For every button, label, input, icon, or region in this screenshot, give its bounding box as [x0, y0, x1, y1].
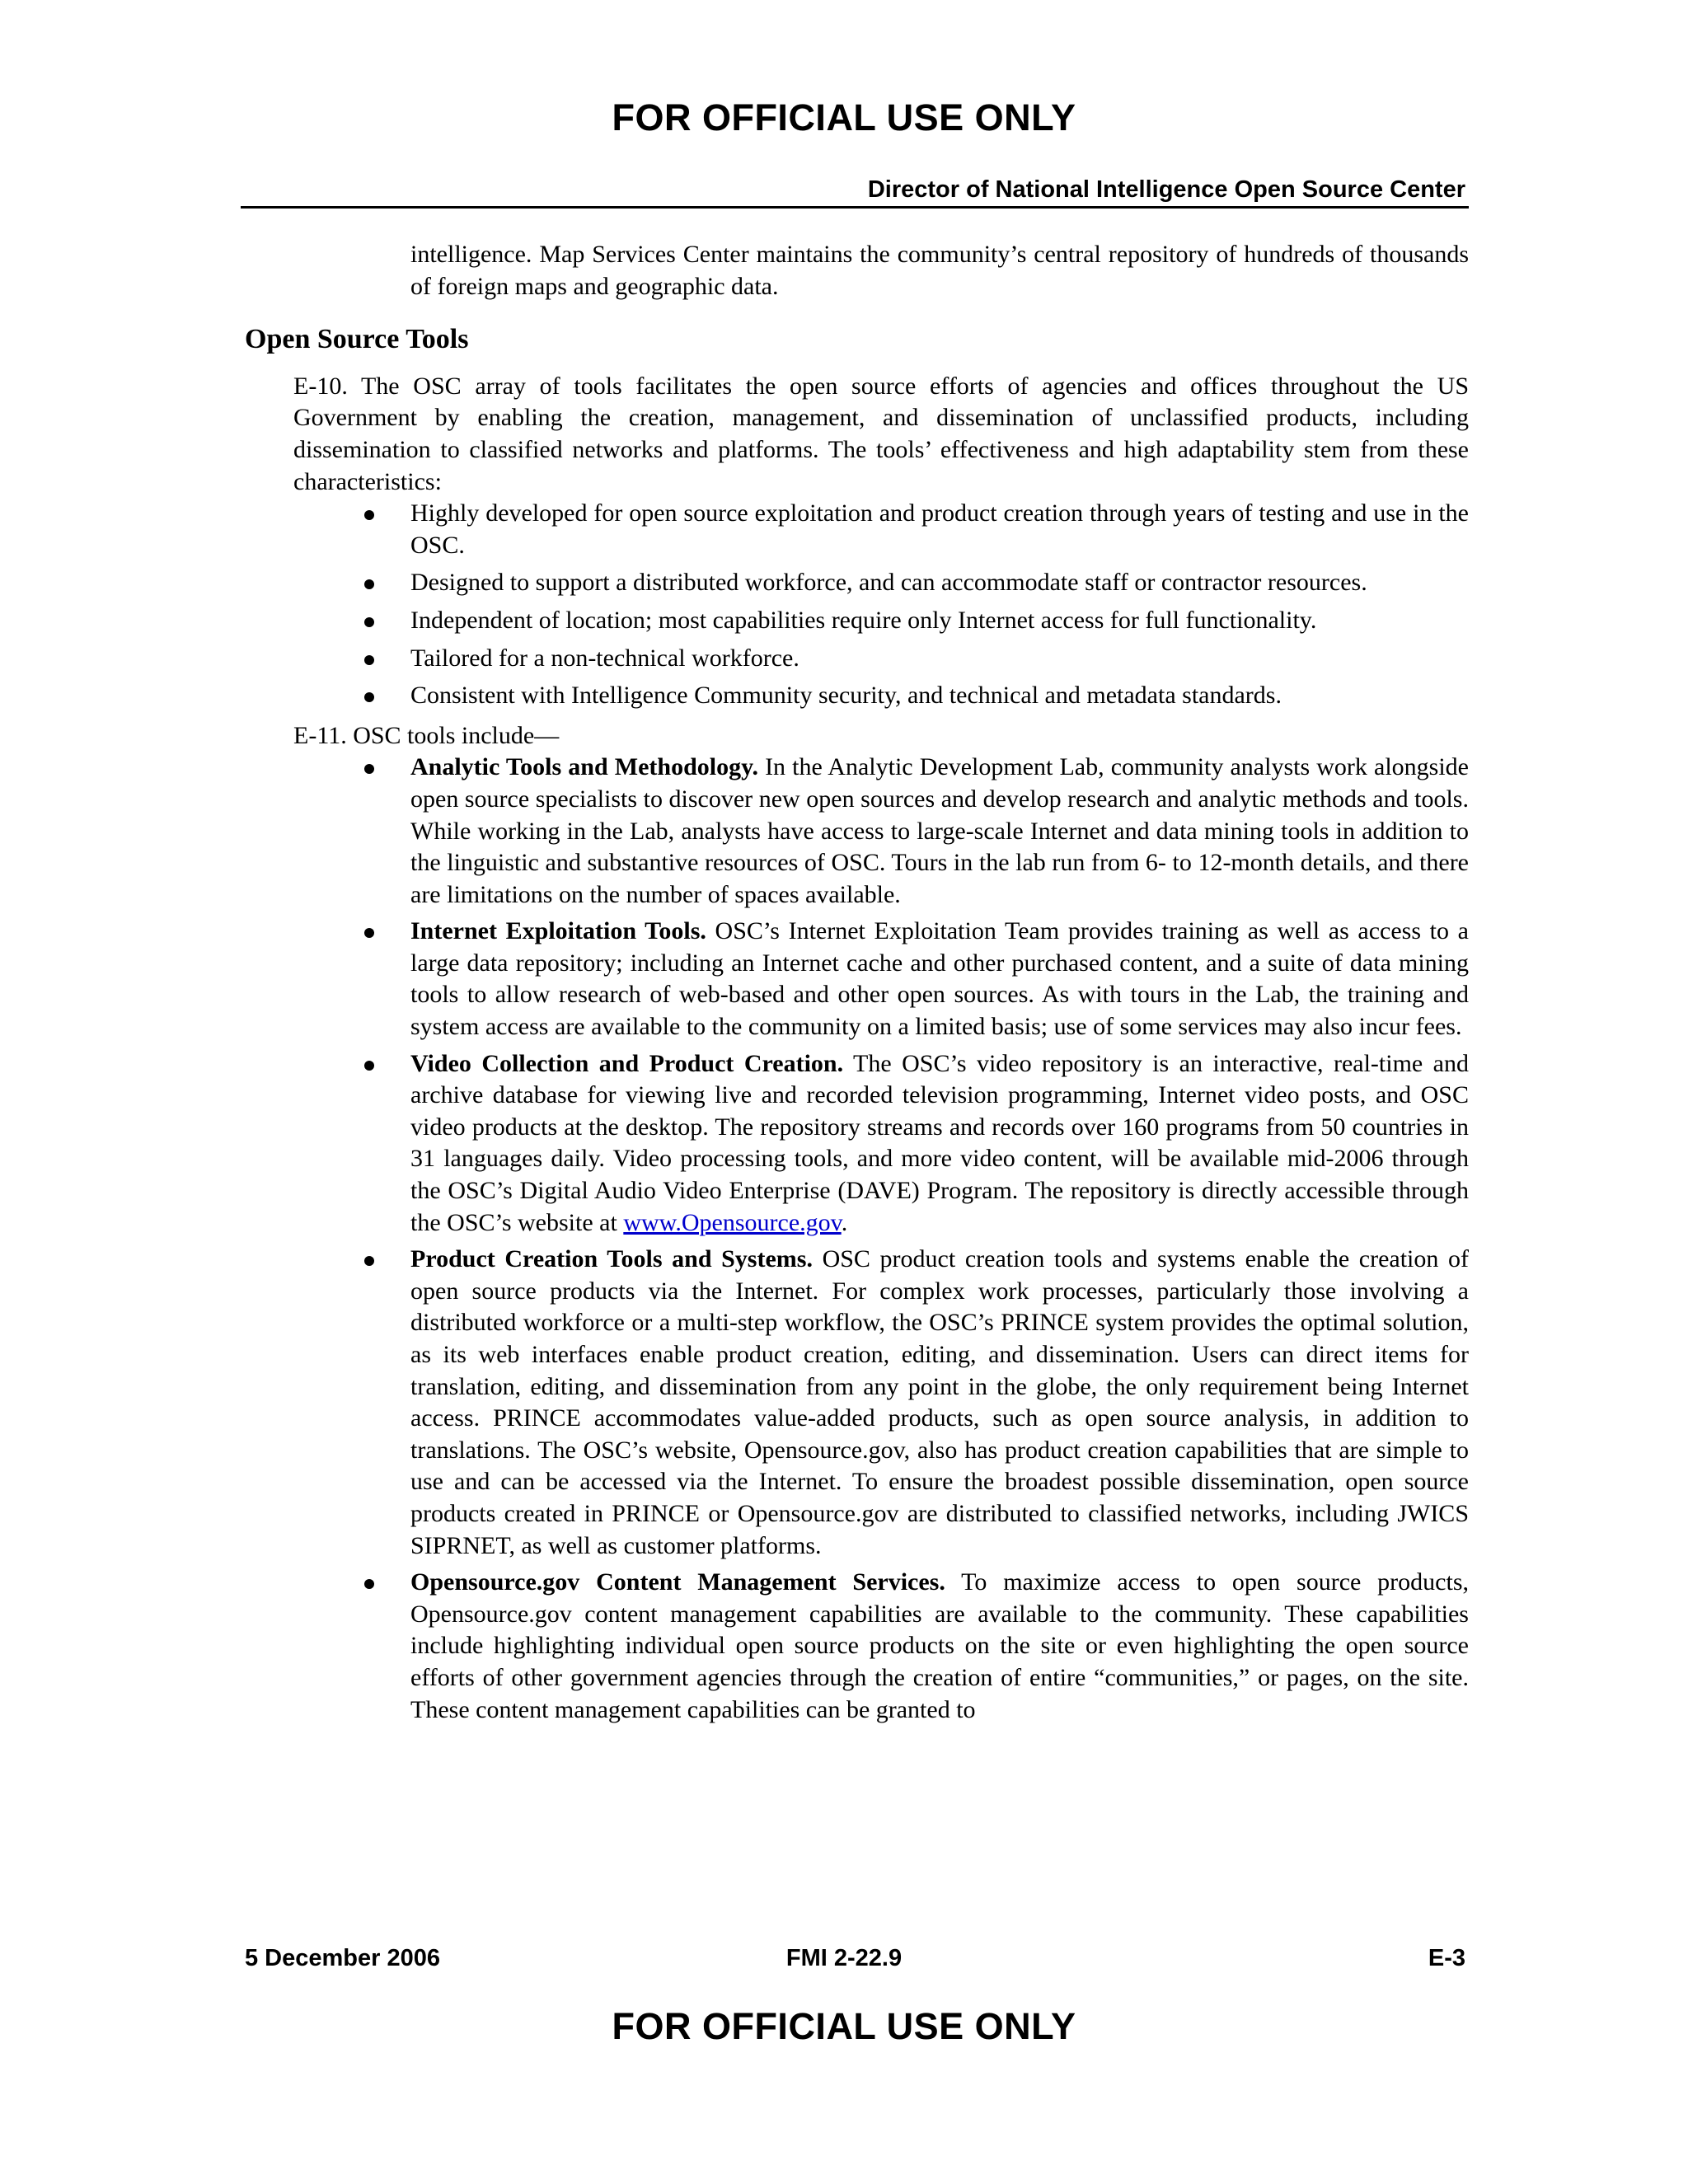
- bullet-icon: [364, 928, 374, 938]
- bullet-icon: [364, 764, 374, 774]
- bullet-icon: [364, 655, 374, 665]
- list-item: [241, 1244, 1469, 1562]
- bullet-icon: [364, 510, 374, 520]
- item-heading: Product Creation Tools and Systems.: [410, 1245, 813, 1273]
- top-classification-banner: FOR OFFICIAL USE ONLY: [612, 96, 1076, 138]
- item-heading: Opensource.gov Content Management Services.: [410, 1568, 945, 1596]
- header-rule: [241, 206, 1469, 209]
- item-heading: Video Collection and Product Creation.: [410, 1049, 844, 1077]
- paragraph-e11: E-11. OSC tools include—: [293, 721, 560, 749]
- document-body: [241, 239, 1469, 1731]
- list-item: [241, 605, 1469, 637]
- footer-doc-id: FMI 2-22.9: [785, 1945, 903, 1971]
- running-head: Director of National Intelligence Open Source Center: [867, 176, 1465, 203]
- bottom-classification-banner: FOR OFFICIAL USE ONLY: [612, 2005, 1076, 2047]
- opensource-link[interactable]: www.Opensource.gov: [623, 1208, 842, 1236]
- list-item: [241, 567, 1469, 599]
- list-item-text: Designed to support a distributed workforce, and can accommodate staff or contractor resources.: [410, 569, 1367, 597]
- bullet-icon: [364, 1061, 374, 1071]
- list-item: [241, 1048, 1469, 1240]
- item-text: To maximize access to open source products, Opensource.gov content management capabilities are available to the community. These capabilities include highlighting individual open source products on the site or even highlighting the open source efforts of other government agencies through the creation of entire “communities,” or pages, on the site. These content management capabilities can be granted to: [410, 1568, 1469, 1723]
- item-heading: Analytic Tools and Methodology.: [410, 753, 758, 781]
- continuation-paragraph: intelligence. Map Services Center maintains the community’s central repository of hundreds of thousands of foreign maps and geographic data.: [410, 241, 1469, 300]
- paragraph-e10: E-10. The OSC array of tools facilitates the open source efforts of agencies and offices throughout the US Government by enabling the creation, management, and dissemination of unclassified products, including dissemination to classified networks and platforms. The tools’ effectiveness and high adaptability stem from these characteristics:: [293, 372, 1469, 495]
- characteristics-list: [241, 498, 1469, 712]
- footer-date: 5 December 2006: [245, 1945, 440, 1971]
- item-text-end: .: [841, 1208, 848, 1236]
- list-item: [241, 752, 1469, 911]
- footer-page-number: E-3: [1428, 1945, 1465, 1971]
- item-text: In the Analytic Development Lab, community analysts work alongside open source specialists to discover new open sources and develop research and analytic methods and tools. While working in the Lab, analysts have access to large-scale Internet and data mining tools in addition to the linguistic and substantive resources of OSC. Tours in the lab run from 6- to 12-month details, and there are limitations on the number of spaces available.: [410, 753, 1469, 908]
- list-item-text: Highly developed for open source exploitation and product creation through years of testing and use in the OSC.: [410, 499, 1469, 559]
- list-item-text: Tailored for a non-technical workforce.: [410, 644, 799, 672]
- list-item-text: Consistent with Intelligence Community security, and technical and metadata standards.: [410, 682, 1282, 710]
- item-heading: Internet Exploitation Tools.: [410, 917, 706, 945]
- list-item: [241, 1567, 1469, 1726]
- bullet-icon: [364, 579, 374, 589]
- bullet-icon: [364, 617, 374, 627]
- item-text: OSC product creation tools and systems enable the creation of open source products via the Internet. For complex work processes, particularly those involving a distributed workforce or a multi-step workflow, the OSC’s PRINCE system provides the optimal solution, as its web interfaces enable product creation, editing, and dissemination. Users can direct items for translation, editing, and dissemination from any point in the globe, the only requirement being Internet access. PRINCE accommodates value-added products, such as open source analysis, in addition to translations. The OSC’s website, Opensource.gov, also has product creation capabilities that are simple to use and can be accessed via the Internet. To ensure the broadest possible dissemination, open source products created in PRINCE or Opensource.gov are distributed to classified networks, including JWICS SIPRNET, as well as customer platforms.: [410, 1245, 1469, 1559]
- bullet-icon: [364, 1579, 374, 1589]
- list-item: [241, 498, 1469, 561]
- section-title: Open Source Tools: [245, 324, 469, 355]
- list-item: [241, 643, 1469, 675]
- item-text: OSC’s Internet Exploitation Team provides training as well as access to a large data repository; including an Internet cache and other purchased content, and a suite of data mining tools to allow research of web-based and other open sources. As with tours in the Lab, the training and system access are available to the community on a limited basis; use of some services may also incur fees.: [410, 917, 1469, 1041]
- tools-list: [241, 752, 1469, 1726]
- item-text: The OSC’s video repository is an interactive, real-time and archive database for viewing live and recorded television programming, Internet video posts, and OSC video products at the desktop. The repository streams and records over 160 programs from 50 countries in 31 languages daily. Video processing tools, and more video content, will be available mid-2006 through the OSC’s Digital Audio Video Enterprise (DAVE) Program. The repository is directly accessible through the OSC’s website at: [410, 1049, 1469, 1236]
- bullet-icon: [364, 692, 374, 702]
- list-item: [241, 680, 1469, 712]
- bullet-icon: [364, 1256, 374, 1266]
- list-item: [241, 916, 1469, 1043]
- list-item-text: Independent of location; most capabilities require only Internet access for full functionality.: [410, 606, 1317, 634]
